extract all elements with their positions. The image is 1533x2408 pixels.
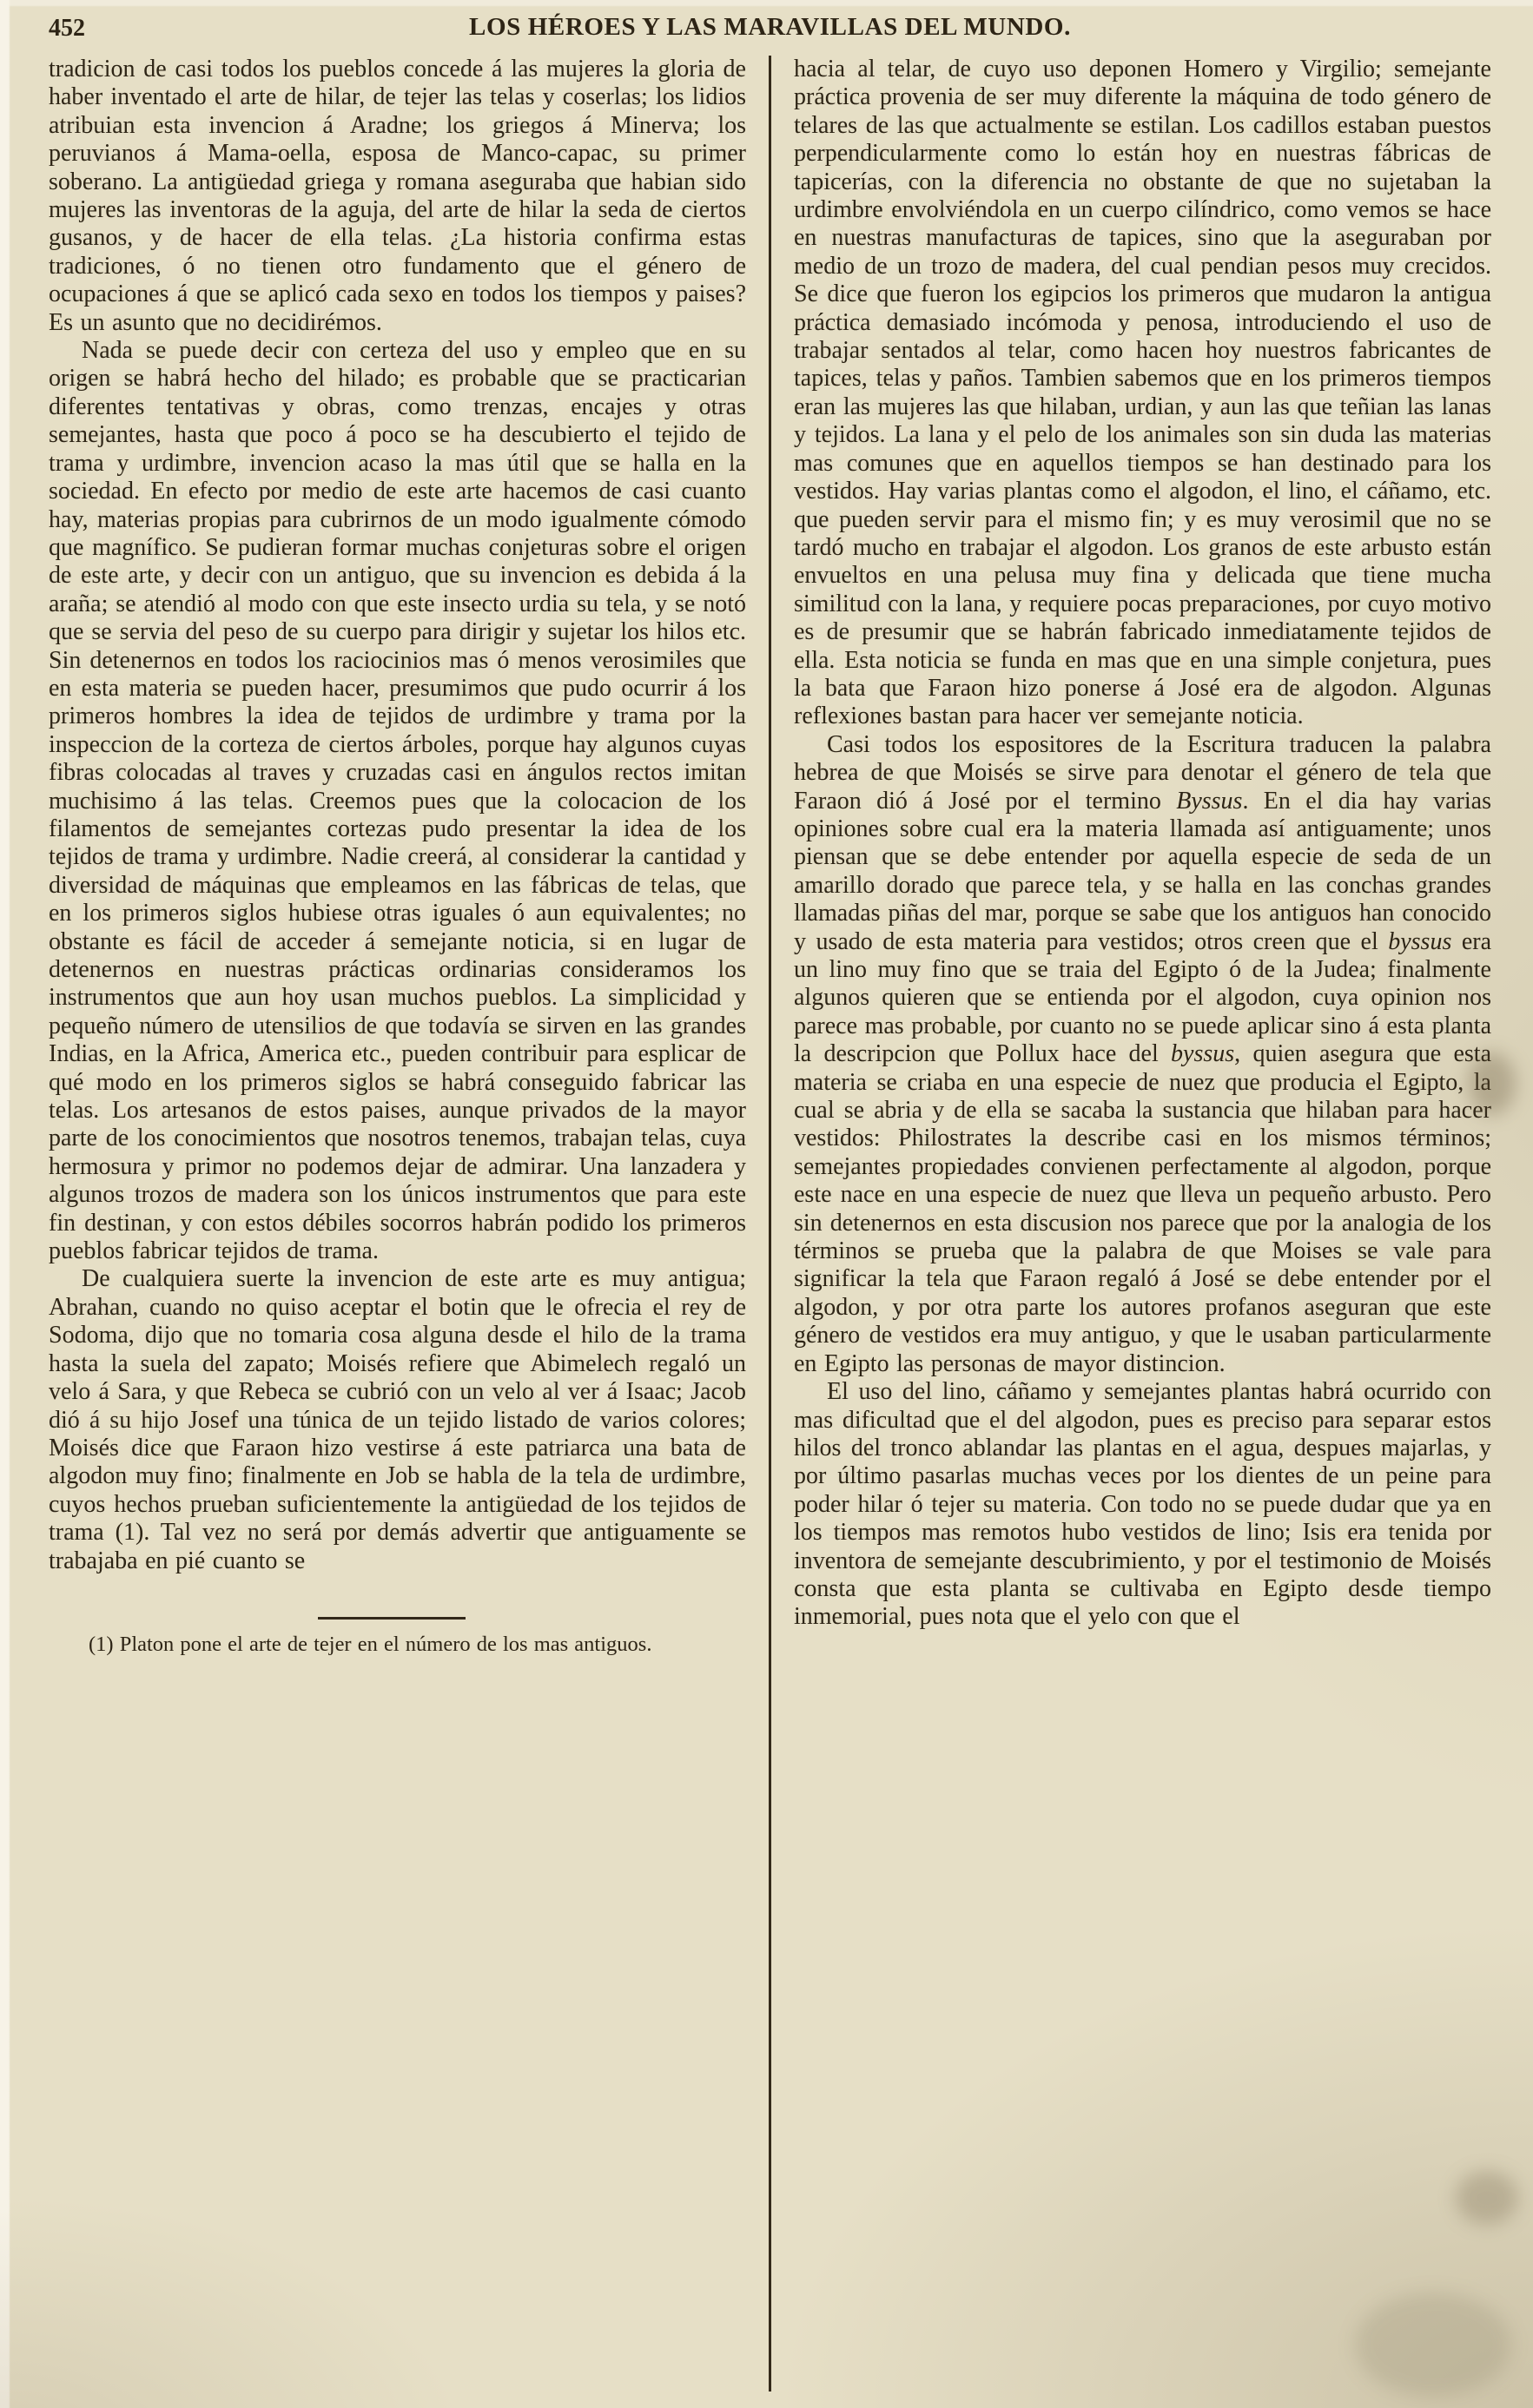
paragraph: tradicion de casi todos los pueblos concede á las mujeres la gloria de haber inventado el arte de hilar, de tejer las telas y coserlas; los lidios atribuian esta invencion á Aradne; los griegos á Minerva; los peruvianos á Mama-oella, esposa de Manco-capac, su primer soberano. La antigüedad griega y romana aseguraba que habian sido mujeres las inventoras de la aguja, del arte de hilar la seda de ciertos gusanos, y de hacer de ella telas. ¿La historia confirma estas tradiciones, ó no tienen otro fundamento que el género de ocupaciones á que se aplicó cada sexo en todos los tiempos y paises? Es un asunto que no decidirémos. [49, 56, 746, 336]
footnote-rule [318, 1617, 466, 1620]
running-title: LOS HÉROES Y LAS MARAVILLAS DEL MUNDO. [469, 13, 1071, 41]
paragraph: De cualquiera suerte la invencion de este arte es muy antigua; Abrahan, cuando no quiso aceptar el botin que le ofrecia el rey de Sodoma, dijo que no tomaria cosa alguna desde el hilo de la trama hasta la suela del zapato; Moisés refiere que Abimelech regaló un velo á Sara, y que Rebeca se cubrió con un velo al ver á Isaac; Jacob dió á su hijo Josef una túnica de un tejido listado de varios colores; Moisés dice que Faraon hizo vestirse á este patriarca una bata de algodon muy fino; finalmente en Job se habla de la tela de urdimbre, cuyos hechos prueban suficientemente la antigüedad de los tejidos de trama (1). Tal vez no será por demás advertir que antiguamente se trabajaba en pié cuanto se [49, 1265, 746, 1574]
running-head [49, 10, 1491, 49]
paragraph: hacia al telar, de cuyo uso deponen Homero y Virgilio; semejante práctica provenia de ser muy diferente la máquina de todo género de telares de las que actualmente se estilan. Los cadillos estaban puestos perpendicularmente como lo están hoy en nuestras fábricas de tapicerías, con la diferencia no obstante de que no sujetaban la urdimbre envolviéndola en un cuerpo cilíndrico, como vemos se hace en nuestras manufacturas de tapices, sino que la aseguraban por medio de un trozo de madera, del cual pendian pesos muy crecidos. Se dice que fueron los egipcios los primeros que mudaron la antigua práctica demasiado incómoda y penosa, introduciendo el uso de trabajar sentados al telar, como hacen hoy nuestros fabricantes de tapices, telas y paños. Tambien sabemos que en los primeros tiempos eran las mujeres las que hilaban, urdian, y aun las que teñian las lanas y tejidos. La lana y el pelo de los animales son sin duda las materias mas comunes que en aquellos tiempos se han destinado para los vestidos. Hay varias plantas como el algodon, el lino, el cáñamo, etc. que pueden servir para el mismo fin; y es muy verosimil que no se tardó mucho en trabajar el algodon. Los granos de este arbusto están envueltos en una pelusa muy fina y delicada que tiene mucha similitud con la lana, y requiere pocas preparaciones, por cuyo motivo es de presumir que se habrán fabricado inmediatamente tejidos de ella. Esta noticia se funda en mas que en una simple conjetura, pues la bata que Faraon hizo ponerse á José era de algodon. Algunas reflexiones bastan para hacer ver semejante noticia. [794, 56, 1491, 730]
footnote: (1) Platon pone el arte de tejer en el número de los mas antiguos. [89, 1632, 652, 1656]
paragraph: Nada se puede decir con certeza del uso y empleo que en su origen se habrá hecho del hilado; es probable que se practicarian diferentes tentativas y obras, como trenzas, encajes y otras semejantes, hasta que poco á poco se ha descubierto el tejido de trama y urdimbre, invencion acaso la mas útil que se halla en la sociedad. En efecto por medio de este arte hacemos de casi cuanto hay, materias propias para cubrirnos de un modo igualmente cómodo que magnífico. Se pudieran formar muchas conjeturas sobre el origen de este arte, y decir con un antiguo, que su invencion es debida á la araña; se atendió al modo con que este insecto urdia su tela, y se notó que se servia del peso de su cuerpo para dirigir y sujetar los hilos etc. Sin detenernos en todos los raciocinios mas ó menos verosimiles que en esta materia se pueden hacer, presumimos que pudo ocurrir á los primeros hombres la idea de tejidos de urdimbre y trama por la inspeccion de la corteza de ciertos árboles, porque hay algunos cuyas fibras colocadas al traves y cruzadas casi en ángulos rectos imitan muchisimo á las telas. Creemos pues que la colocacion de los filamentos de semejantes cortezas pudo presentar la idea de los tejidos de trama y urdimbre. Nadie creerá, al considerar la cantidad y diversidad de máquinas que empleamos en las fábricas de telas, que en los primeros siglos hubiese otras iguales ó aun equivalentes; no obstante es fácil de acceder á semejante noticia, si en lugar de detenernos en nuestras prácticas ordinarias consideramos los instrumentos que aun hoy usan muchos pueblos. La simplicidad y pequeño número de utensilios de que todavía se sirven en las grandes Indias, en la Africa, America etc., pueden contribuir para esplicar de qué modo en los primeros siglos se habrá conseguido fabricar las telas. Los artesanos de estos paises, aunque privados de la mayor parte de los conocimientos que nosotros tenemos, trabajan telas, cuya hermosura y primor no podemos dejar de admirar. Una lanzadera y algunos trozos de madera son los únicos instrumentos que para este fin destinan, y con estos débiles socorros habrán podido los primeros pueblos fabricar tejidos de trama. [49, 337, 746, 1265]
footnote-block [49, 1617, 746, 1658]
right-column [771, 56, 1491, 2392]
left-column [49, 56, 769, 2392]
text-columns [49, 56, 1491, 2392]
paragraph: El uso del lino, cáñamo y semejantes plantas habrá ocurrido con mas dificultad que el del algodon, pues es preciso para separar estos hilos del tronco ablandar las plantas en el agua, despues majarlas, y por último pasarlas muchas veces por los dientes de un peine para poder hilar ó tejer su materia. Con todo no se puede dudar que ya en los tiempos mas remotos hubo vestidos de lino; Isis era tenida por inventora de semejante descubrimiento, y por el testimonio de Moisés consta que esta planta se cultivaba en Egipto desde tiempo inmemorial, pues nota que el yelo con que el [794, 1378, 1491, 1631]
page-number: 452 [49, 15, 85, 42]
paragraph: Casi todos los espositores de la Escritura traducen la palabra hebrea de que Moisés se sirve para denotar el género de tela que Faraon dió á José por el termino Byssus. En el dia hay varias opiniones sobre cual era la materia llamada así antiguamente; unos piensan que se debe entender por aquella especie de seda de un amarillo dorado que parece tela, y se halla en las conchas grandes llamadas piñas del mar, porque se sabe que los antiguos han conocido y usado de esta materia para vestidos; otros creen que el byssus era un lino muy fino que se traia del Egipto ó de la Judea; finalmente algunos quieren que se entienda por el algodon, cuya opinion nos parece mas probable, por cuanto no se puede aplicar sino á esta planta la descripcion que Pollux hace del byssus, quien asegura que esta materia se criaba en una especie de nuez que producia el Egipto, la cual se abria y de ella se sacaba la sustancia que hilaban para hacer vestidos: Philostrates la describe casi en los mismos términos; semejantes propiedades convienen perfectamente al algodon, porque este nace en una especie de nuez que lleva un pequeño arbusto. Pero sin detenernos en esta discusion nos parece que por la analogia de los términos se prueba que la palabra de que Moises se vale para significar la tela que Faraon regaló á José se debe entender por el algodon, y por otra parte los autores profanos aseguran que este género de vestidos era muy antiguo, y que le usaban particularmente en Egipto las personas de mayor distincion. [794, 730, 1491, 1377]
